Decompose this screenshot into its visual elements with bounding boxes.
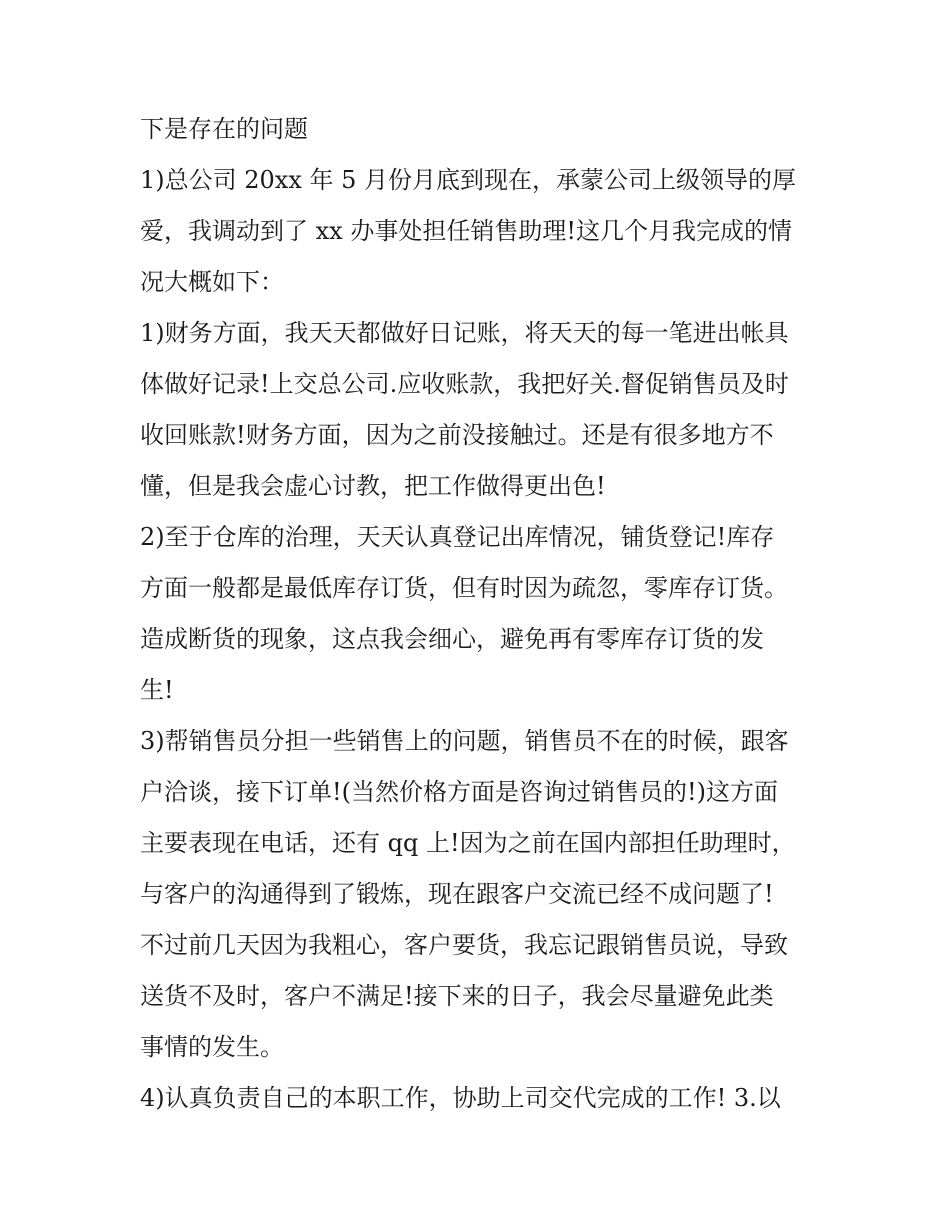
text-line-9: 2)至于仓库的治理，天天认真登记出库情况，铺货登记!库存	[140, 523, 775, 551]
text-line-20: 4)认真负责自己的本职工作，协助上司交代完成的工作! 3.以	[140, 1084, 781, 1112]
text-line-5: 1)财务方面，我天天都做好日记账，将天天的每一笔进出帐具	[140, 319, 789, 347]
text-line-17: 不过前几天因为我粗心，客户要货，我忘记跟销售员说，导致	[140, 931, 788, 959]
text-line-13: 3)帮销售员分担一些销售上的问题，销售员不在的时候，跟客	[140, 727, 789, 755]
text-line-19: 事情的发生。	[140, 1033, 284, 1061]
text-line-12: 生!	[140, 676, 174, 704]
text-line-15: 主要表现在电话，还有 qq 上!因为之前在国内部担任助理时，	[140, 829, 796, 857]
text-line-2: 1)总公司 20xx 年 5 月份月底到现在，承蒙公司上级领导的厚	[140, 166, 797, 194]
text-line-7: 收回账款!财务方面，因为之前没接触过。还是有很多地方不	[140, 421, 774, 449]
text-line-11: 造成断货的现象，这点我会细心，避免再有零库存订货的发	[140, 625, 764, 653]
text-line-1: 下是存在的问题	[140, 115, 308, 143]
text-line-14: 户洽谈，接下订单!(当然价格方面是咨询过销售员的!)这方面	[140, 778, 779, 806]
text-line-16: 与客户的沟通得到了锻炼，现在跟客户交流已经不成问题了!	[140, 880, 774, 908]
text-line-8: 懂，但是我会虚心讨教，把工作做得更出色!	[140, 472, 606, 500]
text-line-3: 爱，我调动到了 xx 办事处担任销售助理!这几个月我完成的情	[140, 217, 792, 245]
text-line-4: 况大概如下：	[140, 268, 284, 296]
text-line-6: 体做好记录!上交总公司.应收账款，我把好关.督促销售员及时	[140, 370, 789, 398]
text-line-18: 送货不及时，客户不满足!接下来的日子，我会尽量避免此类	[140, 982, 774, 1010]
body-text	[140, 104, 820, 1124]
text-line-10: 方面一般都是最低库存订货，但有时因为疏忽，零库存订货。	[140, 574, 788, 602]
